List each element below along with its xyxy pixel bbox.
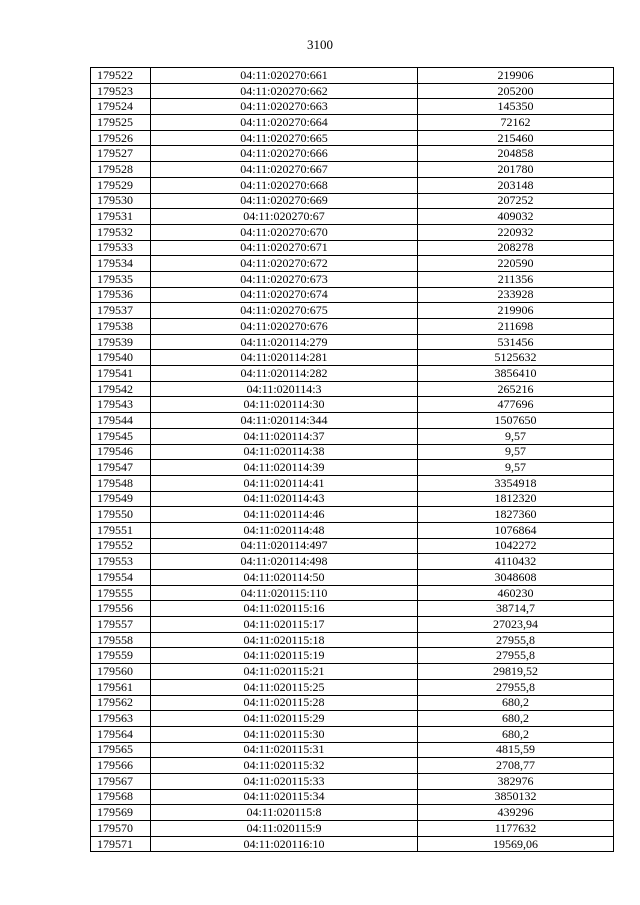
cadastral-number-cell: 04:11:020270:673 [151, 271, 418, 287]
value-cell: 220932 [418, 224, 614, 240]
table-row [91, 491, 614, 507]
value-cell: 233928 [418, 287, 614, 303]
cadastral-number-cell: 04:11:020114:498 [151, 554, 418, 570]
row-number-cell: 179558 [91, 632, 151, 648]
value-cell: 207252 [418, 193, 614, 209]
value-cell: 9,57 [418, 460, 614, 476]
cadastral-number-cell: 04:11:020115:31 [151, 742, 418, 758]
table-row [91, 632, 614, 648]
value-cell: 72162 [418, 115, 614, 131]
cadastral-number-cell: 04:11:020114:41 [151, 475, 418, 491]
row-number-cell: 179524 [91, 99, 151, 115]
cadastral-number-cell: 04:11:020270:665 [151, 130, 418, 146]
value-cell: 409032 [418, 209, 614, 225]
row-number-cell: 179533 [91, 240, 151, 256]
cadastral-number-cell: 04:11:020270:663 [151, 99, 418, 115]
value-cell: 27955,8 [418, 648, 614, 664]
value-cell: 9,57 [418, 444, 614, 460]
table-row [91, 334, 614, 350]
value-cell: 460230 [418, 585, 614, 601]
table-row [91, 554, 614, 570]
row-number-cell: 179537 [91, 303, 151, 319]
value-cell: 1177632 [418, 821, 614, 837]
value-cell: 4110432 [418, 554, 614, 570]
cadastral-number-cell: 04:11:020270:67 [151, 209, 418, 225]
cadastral-number-cell: 04:11:020270:670 [151, 224, 418, 240]
table-row [91, 585, 614, 601]
table-row [91, 162, 614, 178]
row-number-cell: 179522 [91, 68, 151, 84]
cadastral-number-cell: 04:11:020115:9 [151, 821, 418, 837]
table-row [91, 726, 614, 742]
cadastral-number-cell: 04:11:020115:8 [151, 805, 418, 821]
row-number-cell: 179557 [91, 617, 151, 633]
row-number-cell: 179566 [91, 758, 151, 774]
cadastral-number-cell: 04:11:020270:662 [151, 83, 418, 99]
cadastral-number-cell: 04:11:020114:39 [151, 460, 418, 476]
table-row [91, 256, 614, 272]
value-cell: 1827360 [418, 507, 614, 523]
cadastral-number-cell: 04:11:020115:110 [151, 585, 418, 601]
row-number-cell: 179561 [91, 679, 151, 695]
row-number-cell: 179545 [91, 428, 151, 444]
value-cell: 1812320 [418, 491, 614, 507]
row-number-cell: 179551 [91, 522, 151, 538]
row-number-cell: 179535 [91, 271, 151, 287]
row-number-cell: 179541 [91, 366, 151, 382]
row-number-cell: 179530 [91, 193, 151, 209]
table-body [91, 68, 614, 852]
cadastral-number-cell: 04:11:020114:43 [151, 491, 418, 507]
table-row [91, 428, 614, 444]
cadastral-number-cell: 04:11:020115:18 [151, 632, 418, 648]
value-cell: 19569,06 [418, 836, 614, 852]
cadastral-number-cell: 04:11:020115:34 [151, 789, 418, 805]
cadastral-number-cell: 04:11:020115:21 [151, 664, 418, 680]
table-row [91, 538, 614, 554]
cadastral-number-cell: 04:11:020270:674 [151, 287, 418, 303]
row-number-cell: 179565 [91, 742, 151, 758]
value-cell: 3048608 [418, 570, 614, 586]
cadastral-number-cell: 04:11:020114:46 [151, 507, 418, 523]
value-cell: 27955,8 [418, 679, 614, 695]
cadastral-number-cell: 04:11:020115:25 [151, 679, 418, 695]
table-row [91, 664, 614, 680]
value-cell: 1507650 [418, 413, 614, 429]
value-cell: 29819,52 [418, 664, 614, 680]
cadastral-number-cell: 04:11:020270:675 [151, 303, 418, 319]
cadastral-number-cell: 04:11:020114:38 [151, 444, 418, 460]
row-number-cell: 179534 [91, 256, 151, 272]
table-row [91, 805, 614, 821]
cadastral-number-cell: 04:11:020114:282 [151, 366, 418, 382]
table-row [91, 460, 614, 476]
row-number-cell: 179544 [91, 413, 151, 429]
value-cell: 382976 [418, 773, 614, 789]
value-cell: 3850132 [418, 789, 614, 805]
table-row [91, 711, 614, 727]
value-cell: 531456 [418, 334, 614, 350]
row-number-cell: 179532 [91, 224, 151, 240]
cadastral-number-cell: 04:11:020270:669 [151, 193, 418, 209]
cadastral-number-cell: 04:11:020270:666 [151, 146, 418, 162]
row-number-cell: 179549 [91, 491, 151, 507]
table-row [91, 271, 614, 287]
cadastral-number-cell: 04:11:020114:48 [151, 522, 418, 538]
value-cell: 680,2 [418, 711, 614, 727]
table-row [91, 146, 614, 162]
value-cell: 205200 [418, 83, 614, 99]
table-row [91, 413, 614, 429]
value-cell: 3856410 [418, 366, 614, 382]
value-cell: 38714,7 [418, 601, 614, 617]
row-number-cell: 179538 [91, 319, 151, 335]
cadastral-number-cell: 04:11:020114:497 [151, 538, 418, 554]
row-number-cell: 179563 [91, 711, 151, 727]
cadastral-number-cell: 04:11:020115:28 [151, 695, 418, 711]
cadastral-number-cell: 04:11:020114:50 [151, 570, 418, 586]
cadastral-number-cell: 04:11:020114:279 [151, 334, 418, 350]
table-row [91, 758, 614, 774]
row-number-cell: 179546 [91, 444, 151, 460]
row-number-cell: 179550 [91, 507, 151, 523]
table-row [91, 836, 614, 852]
table-row [91, 303, 614, 319]
table-row [91, 570, 614, 586]
row-number-cell: 179553 [91, 554, 151, 570]
table-row [91, 742, 614, 758]
page-number: 3100 [307, 37, 333, 52]
value-cell: 439296 [418, 805, 614, 821]
table-row [91, 773, 614, 789]
row-number-cell: 179571 [91, 836, 151, 852]
row-number-cell: 179526 [91, 130, 151, 146]
cadastral-number-cell: 04:11:020116:10 [151, 836, 418, 852]
value-cell: 680,2 [418, 726, 614, 742]
row-number-cell: 179554 [91, 570, 151, 586]
cadastral-number-cell: 04:11:020114:344 [151, 413, 418, 429]
row-number-cell: 179569 [91, 805, 151, 821]
data-table [90, 67, 614, 852]
row-number-cell: 179528 [91, 162, 151, 178]
value-cell: 201780 [418, 162, 614, 178]
table-row [91, 287, 614, 303]
row-number-cell: 179568 [91, 789, 151, 805]
cadastral-number-cell: 04:11:020270:676 [151, 319, 418, 335]
cadastral-number-cell: 04:11:020115:30 [151, 726, 418, 742]
value-cell: 219906 [418, 68, 614, 84]
cadastral-number-cell: 04:11:020115:33 [151, 773, 418, 789]
table-row [91, 115, 614, 131]
value-cell: 1042272 [418, 538, 614, 554]
row-number-cell: 179542 [91, 381, 151, 397]
row-number-cell: 179559 [91, 648, 151, 664]
table-row [91, 397, 614, 413]
row-number-cell: 179527 [91, 146, 151, 162]
value-cell: 5125632 [418, 350, 614, 366]
value-cell: 477696 [418, 397, 614, 413]
table-row [91, 177, 614, 193]
table-row [91, 522, 614, 538]
row-number-cell: 179560 [91, 664, 151, 680]
table-row [91, 319, 614, 335]
value-cell: 208278 [418, 240, 614, 256]
table-row [91, 601, 614, 617]
table-row [91, 507, 614, 523]
row-number-cell: 179531 [91, 209, 151, 225]
table-row [91, 648, 614, 664]
cadastral-number-cell: 04:11:020114:3 [151, 381, 418, 397]
value-cell: 4815,59 [418, 742, 614, 758]
cadastral-number-cell: 04:11:020270:661 [151, 68, 418, 84]
row-number-cell: 179567 [91, 773, 151, 789]
row-number-cell: 179536 [91, 287, 151, 303]
cadastral-number-cell: 04:11:020115:17 [151, 617, 418, 633]
table-row [91, 381, 614, 397]
table-row [91, 444, 614, 460]
value-cell: 220590 [418, 256, 614, 272]
table-row [91, 83, 614, 99]
value-cell: 27955,8 [418, 632, 614, 648]
value-cell: 204858 [418, 146, 614, 162]
cadastral-number-cell: 04:11:020114:37 [151, 428, 418, 444]
cadastral-number-cell: 04:11:020115:16 [151, 601, 418, 617]
value-cell: 145350 [418, 99, 614, 115]
cadastral-number-cell: 04:11:020270:667 [151, 162, 418, 178]
cadastral-number-cell: 04:11:020115:19 [151, 648, 418, 664]
table-row [91, 350, 614, 366]
cadastral-number-cell: 04:11:020270:672 [151, 256, 418, 272]
row-number-cell: 179525 [91, 115, 151, 131]
table-row [91, 617, 614, 633]
value-cell: 1076864 [418, 522, 614, 538]
value-cell: 9,57 [418, 428, 614, 444]
row-number-cell: 179539 [91, 334, 151, 350]
table-row [91, 68, 614, 84]
cadastral-number-cell: 04:11:020270:668 [151, 177, 418, 193]
row-number-cell: 179547 [91, 460, 151, 476]
table-row [91, 679, 614, 695]
row-number-cell: 179529 [91, 177, 151, 193]
value-cell: 219906 [418, 303, 614, 319]
row-number-cell: 179543 [91, 397, 151, 413]
value-cell: 203148 [418, 177, 614, 193]
row-number-cell: 179556 [91, 601, 151, 617]
value-cell: 215460 [418, 130, 614, 146]
value-cell: 211356 [418, 271, 614, 287]
cadastral-number-cell: 04:11:020114:30 [151, 397, 418, 413]
value-cell: 265216 [418, 381, 614, 397]
row-number-cell: 179570 [91, 821, 151, 837]
value-cell: 3354918 [418, 475, 614, 491]
cadastral-number-cell: 04:11:020270:671 [151, 240, 418, 256]
row-number-cell: 179523 [91, 83, 151, 99]
cadastral-number-cell: 04:11:020114:281 [151, 350, 418, 366]
table-row [91, 789, 614, 805]
row-number-cell: 179540 [91, 350, 151, 366]
table-row [91, 475, 614, 491]
table-row [91, 130, 614, 146]
value-cell: 2708,77 [418, 758, 614, 774]
table-row [91, 99, 614, 115]
cadastral-number-cell: 04:11:020270:664 [151, 115, 418, 131]
value-cell: 27023,94 [418, 617, 614, 633]
table-row [91, 193, 614, 209]
row-number-cell: 179562 [91, 695, 151, 711]
row-number-cell: 179552 [91, 538, 151, 554]
value-cell: 211698 [418, 319, 614, 335]
cadastral-number-cell: 04:11:020115:32 [151, 758, 418, 774]
table-row [91, 209, 614, 225]
row-number-cell: 179564 [91, 726, 151, 742]
table-row [91, 821, 614, 837]
value-cell: 680,2 [418, 695, 614, 711]
table-row [91, 366, 614, 382]
table-row [91, 695, 614, 711]
table-row [91, 224, 614, 240]
row-number-cell: 179548 [91, 475, 151, 491]
row-number-cell: 179555 [91, 585, 151, 601]
table-row [91, 240, 614, 256]
cadastral-number-cell: 04:11:020115:29 [151, 711, 418, 727]
